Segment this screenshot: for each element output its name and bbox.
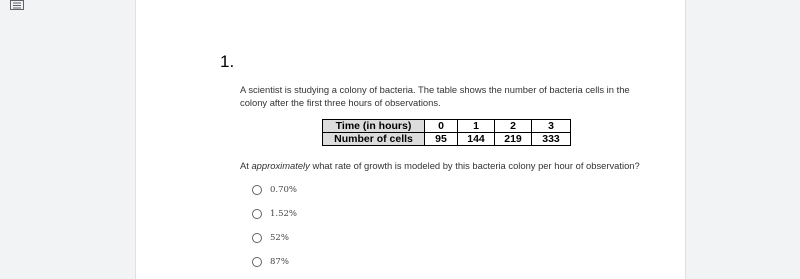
document-page [135,0,686,279]
choice-label: 87% [270,257,289,267]
data-table [322,119,571,146]
table-cell: 95 [425,133,458,146]
table-cell: 144 [458,133,495,146]
choice-option-a[interactable] [252,184,297,196]
document-outline-icon[interactable] [10,0,24,10]
table-cell: Time (in hours) [323,120,425,133]
radio-button[interactable] [252,257,262,267]
choice-label: 52% [270,233,289,243]
table-row [323,133,571,146]
choice-label: 0.70% [270,185,298,195]
question-text: A scientist is studying a colony of bacteria. The table shows the number of bacteria cells in the colony after the first three hours of observations. [240,84,630,108]
radio-button[interactable] [252,185,262,195]
table-cell: Number of cells [323,133,425,146]
prompt-post: what rate of growth is modeled by this bacteria colony per hour of observation? [309,160,640,171]
table-cell: 0 [425,120,458,133]
table-row [323,120,571,133]
choice-label: 1.52% [270,209,298,219]
prompt-emphasis: approximately [251,160,310,171]
radio-button[interactable] [252,233,262,243]
choice-option-b[interactable] [252,208,297,220]
prompt-pre: At [240,160,252,171]
choice-option-c[interactable] [252,232,289,244]
table-cell: 2 [495,120,532,133]
choice-option-d[interactable] [252,256,289,268]
question-number: 1. [220,52,235,71]
table-cell: 219 [495,133,532,146]
radio-button[interactable] [252,209,262,219]
table-cell: 1 [458,120,495,133]
table-cell: 333 [532,133,571,146]
question-prompt [240,160,660,171]
table-cell: 3 [532,120,571,133]
